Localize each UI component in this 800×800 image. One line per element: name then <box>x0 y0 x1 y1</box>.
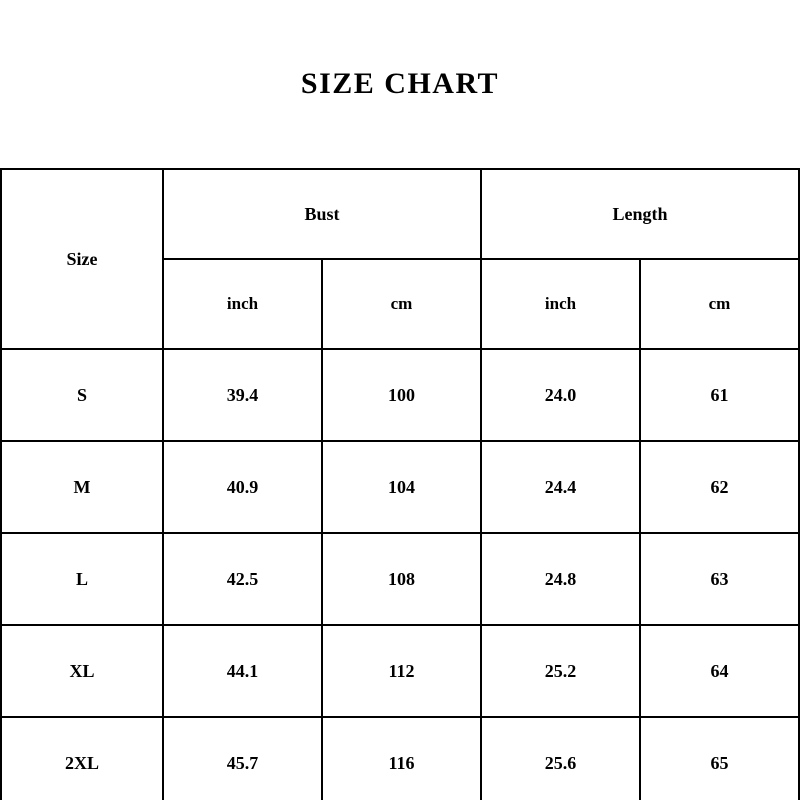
column-header-bust-cm: cm <box>322 259 481 349</box>
cell-length-cm: 65 <box>640 717 799 800</box>
column-header-size: Size <box>1 169 163 349</box>
cell-size: XL <box>1 625 163 717</box>
cell-bust-inch: 39.4 <box>163 349 322 441</box>
cell-bust-cm: 108 <box>322 533 481 625</box>
cell-bust-cm: 104 <box>322 441 481 533</box>
cell-bust-cm: 116 <box>322 717 481 800</box>
cell-length-inch: 24.8 <box>481 533 640 625</box>
cell-bust-cm: 100 <box>322 349 481 441</box>
cell-size: S <box>1 349 163 441</box>
cell-size: M <box>1 441 163 533</box>
column-header-bust-inch: inch <box>163 259 322 349</box>
cell-length-cm: 62 <box>640 441 799 533</box>
table-row <box>1 717 799 800</box>
table-row <box>1 533 799 625</box>
cell-length-inch: 25.6 <box>481 717 640 800</box>
column-header-length-inch: inch <box>481 259 640 349</box>
column-header-length-cm: cm <box>640 259 799 349</box>
cell-bust-inch: 42.5 <box>163 533 322 625</box>
cell-size: L <box>1 533 163 625</box>
column-group-header-length: Length <box>481 169 799 259</box>
cell-length-inch: 24.4 <box>481 441 640 533</box>
cell-length-inch: 25.2 <box>481 625 640 717</box>
cell-bust-inch: 44.1 <box>163 625 322 717</box>
cell-bust-inch: 40.9 <box>163 441 322 533</box>
page-title: SIZE CHART <box>300 67 500 100</box>
table-header-row-groups <box>1 169 799 259</box>
cell-length-cm: 63 <box>640 533 799 625</box>
cell-length-inch: 24.0 <box>481 349 640 441</box>
cell-size: 2XL <box>1 717 163 800</box>
title-area <box>0 0 800 168</box>
table-row <box>1 625 799 717</box>
table-row <box>1 441 799 533</box>
cell-length-cm: 61 <box>640 349 799 441</box>
size-chart-table <box>0 168 800 800</box>
cell-bust-cm: 112 <box>322 625 481 717</box>
cell-bust-inch: 45.7 <box>163 717 322 800</box>
cell-length-cm: 64 <box>640 625 799 717</box>
column-group-header-bust: Bust <box>163 169 481 259</box>
table-row <box>1 349 799 441</box>
